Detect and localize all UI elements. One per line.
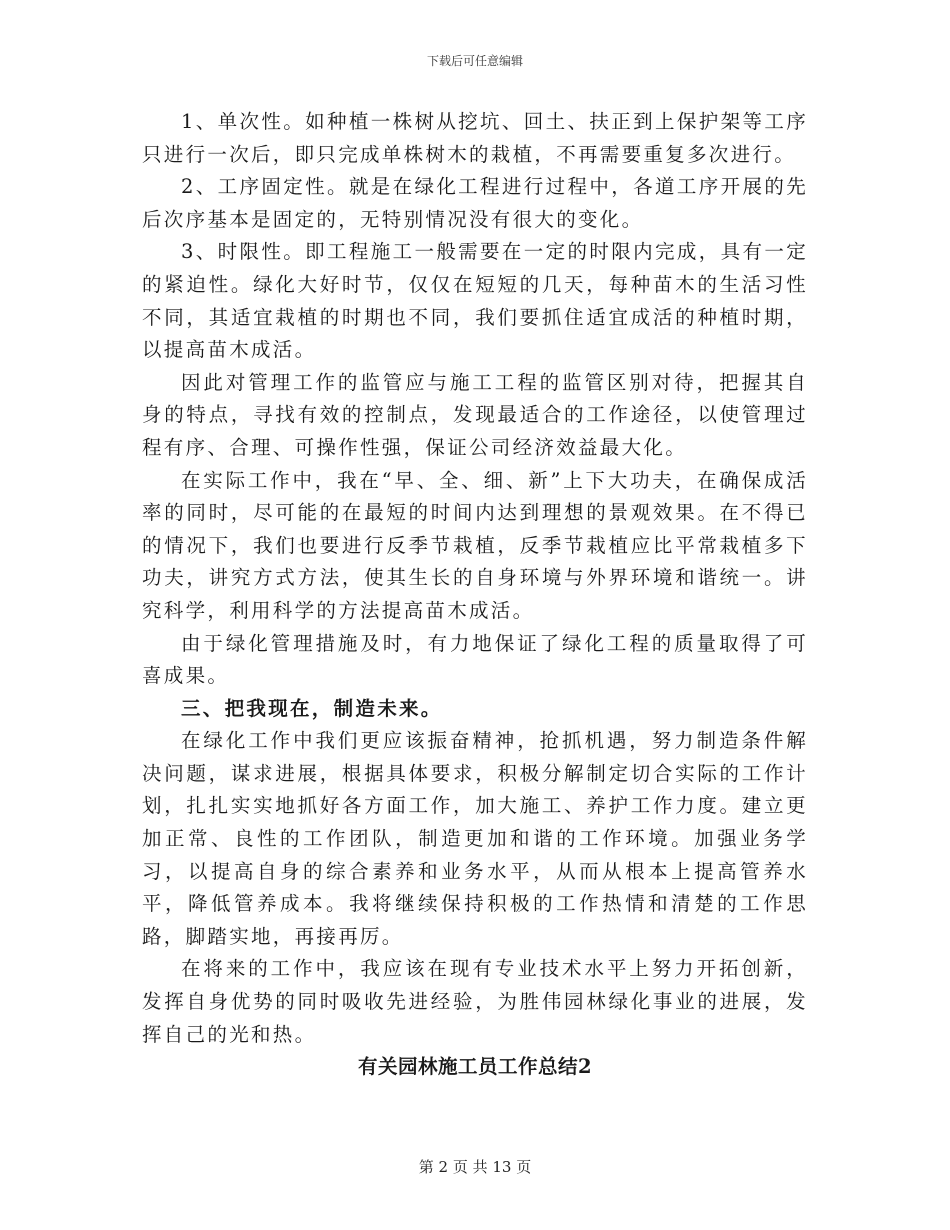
- paragraph-practical-work: 在实际工作中，我在“早、全、细、新”上下大功夫，在确保成活率的同时，尽可能的在最短的时间内达到理想的景观效果。在不得已的情况下，我们也要进行反季节栽植，反季节栽植应比平常栽植多下功夫，讲究方式方法，使其生长的自身环境与外界环境和谐统一。讲究科学，利用科学的方法提高苗木成活。: [142, 468, 808, 622]
- page-number-footer: 第 2 页 共 13 页: [418, 1158, 532, 1176]
- paragraph-time-limit: 3、时限性。即工程施工一般需要在一定的时限内完成，具有一定的紧迫性。绿化大好时节，仅仅在短短的几天，每种苗木的生活习性不同，其适宜栽植的时期也不同，我们要抓住适宜成活的种植时期，以提高苗木成活。: [142, 240, 808, 362]
- paragraph-results: 由于绿化管理措施及时，有力地保证了绿化工程的质量取得了可喜成果。: [142, 631, 808, 688]
- paragraph-fixed-procedure: 2、工序固定性。就是在绿化工程进行过程中，各道工序开展的先后次序基本是固定的，无特别情况没有很大的变化。: [142, 175, 808, 231]
- section-title: 有关园林施工员工作总结2: [357, 1055, 593, 1079]
- paragraph-supervision: 因此对管理工作的监管应与施工工程的监管区别对待，把握其自身的特点，寻找有效的控制点，发现最适合的工作途径，以使管理过程有序、合理、可操作性强，保证公司经济效益最大化。: [142, 370, 808, 459]
- paragraph-future-plans: 在绿化工作中我们更应该振奋精神，抢抓机遇，努力制造条件解决问题，谋求进展，根据具体要求，积极分解制定切合实际的工作计划，扎扎实实地抓好各方面工作，加大施工、养护工作力度。建立更加正常、良性的工作团队，制造更加和谐的工作环境。加强业务学习，以提高自身的综合素养和业务水平，从而从根本上提高管养水平，降低管养成本。我将继续保持积极的工作热情和清楚的工作思路，脚踏实地，再接再厉。: [142, 729, 808, 948]
- paragraph-innovation: 在将来的工作中，我应该在现有专业技术水平上努力开拓创新，发挥自身优势的同时吸收先进经验，为胜伟园林绿化事业的进展，发挥自己的光和热。: [142, 957, 808, 1046]
- document-body: [142, 106, 808, 1084]
- paragraph-single-occurrence: 1、单次性。如种植一株树从挖坑、回土、扶正到上保护架等工序只进行一次后，即只完成单株树木的栽植，不再需要重复多次进行。: [142, 110, 808, 166]
- section-heading-three: 三、把我现在，制造未来。: [181, 696, 443, 720]
- page-header-note: 下载后可任意编辑: [426, 54, 523, 68]
